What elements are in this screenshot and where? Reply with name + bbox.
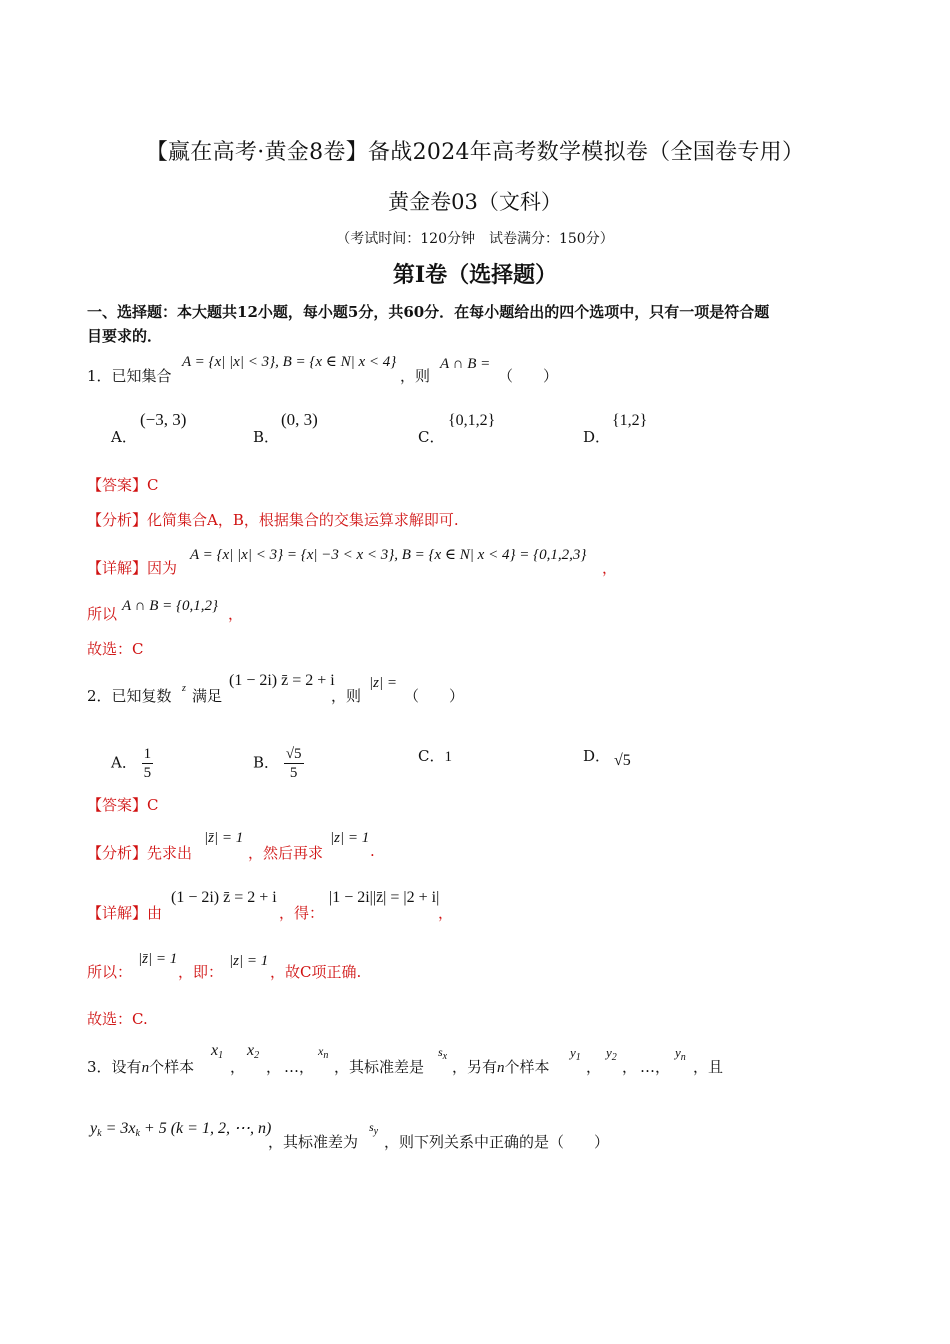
answer-label: 【答案】 [87, 796, 148, 814]
option-label: B． [253, 753, 280, 772]
stem-text: 个样本 [504, 1058, 550, 1076]
q3-dots1: …， [284, 1058, 315, 1076]
option-label: C． [418, 747, 445, 765]
analysis-label: 【分析】 [87, 511, 148, 529]
question-3-line1 [87, 1056, 194, 1077]
q2-option-c [418, 745, 452, 766]
subscript: k [135, 1128, 140, 1139]
q2-analysis-expr1: |z̄| = 1 [204, 830, 244, 846]
q3-xn [318, 1044, 328, 1061]
q3-yn [675, 1045, 686, 1063]
q3-comma2: ， [266, 1058, 282, 1076]
option-label: D． [583, 747, 611, 765]
q2-so-expr1: |z̄| = 1 [138, 951, 178, 967]
q2-answer [87, 794, 159, 815]
section-instruction-line1: 一、选择题：本大题共12小题，每小题5分，共60分．在每小题给出的四个选项中，只有一项是符合题 [87, 303, 770, 321]
exam-info: （考试时间：120分钟 试卷满分：150分） [336, 231, 614, 247]
q3-dots2: …， [640, 1058, 671, 1076]
var: x [211, 1042, 219, 1059]
q2-analysis-expr2: |z| = 1 [330, 830, 370, 846]
q2-so: 所以： [87, 963, 133, 981]
subscript: n [323, 1050, 329, 1061]
q2-choose: 故选：C. [87, 1010, 148, 1028]
subscript: 1 [575, 1052, 581, 1063]
subscript: k [97, 1128, 102, 1139]
q2-option-b [253, 745, 304, 782]
q1-option-d-value: {1,2} [612, 412, 648, 429]
q2-detail-expr1: (1 − 2i) z̄ = 2 + i [171, 889, 277, 906]
q1-option-b-value: (0, 3) [281, 410, 318, 429]
subscript: y [373, 1126, 379, 1137]
q2-detail-expr2: |1 − 2i||z̄| = |2 + i| [329, 889, 440, 906]
q2-analysis-end: . [370, 842, 375, 860]
q1-detail-label [87, 557, 177, 578]
q2-option-d-value: √5 [614, 752, 631, 769]
expr: = 3x [101, 1120, 136, 1137]
q1-set-expression: A = {x| |x| < 3}, B = {x ∈ N| x < 4} [182, 354, 397, 370]
q3-t8: ，则下列关系中正确的是（ ） [384, 1133, 610, 1151]
q3-sy [369, 1120, 378, 1137]
q2-detail-mid: ，得： [279, 904, 325, 922]
q1-target-expression: A ∩ B = [440, 356, 491, 372]
stem-text: 个样本 [149, 1058, 195, 1076]
q2-stem-mid1: 满足 [192, 687, 223, 705]
q3-y1 [570, 1045, 581, 1063]
q1-option-a [111, 426, 137, 447]
q3-t3: ，其标准差是 [334, 1058, 425, 1076]
detail-label: 【详解】 [87, 904, 148, 922]
answer-label: 【答案】 [87, 476, 148, 494]
option-label: A． [111, 753, 137, 772]
subscript: 2 [254, 1050, 260, 1061]
subscript: 1 [218, 1050, 224, 1061]
analysis-label: 【分析】 [87, 844, 148, 862]
question-number: 1． [87, 367, 112, 385]
q2-so-expr2: |z| = 1 [229, 953, 269, 969]
analysis-text: 先求出 [147, 844, 193, 862]
q2-paren: （ ） [404, 687, 465, 705]
var: x [247, 1042, 255, 1059]
q2-z-symbol: z [182, 683, 186, 694]
q2-detail [87, 902, 162, 923]
var: y [570, 1045, 576, 1060]
q1-so: 所以 [87, 605, 118, 623]
section-instruction-line2: 目要求的． [87, 327, 163, 345]
q1-detail-end: ， [602, 559, 618, 577]
fraction [284, 745, 304, 782]
detail-text: 由 [147, 904, 163, 922]
q1-option-b [253, 426, 279, 447]
q1-so-expression: A ∩ B = {0,1,2} [122, 598, 219, 614]
q1-option-d [583, 426, 610, 447]
var: y [606, 1045, 612, 1060]
paper-title: 【赢在高考·黄金8卷】备战2024年高考数学模拟卷（全国卷专用） [145, 140, 805, 165]
q1-option-c [418, 426, 444, 447]
detail-label: 【详解】 [87, 559, 148, 577]
part-title: 第I卷（选择题） [392, 262, 558, 288]
q1-detail-expression: A = {x| |x| < 3} = {x| −3 < x < 3}, B = {x ∈ N| x < 4} = {0,1,2,3} [190, 547, 587, 563]
variable-n: n [497, 1060, 505, 1076]
variable-n: n [141, 1060, 150, 1076]
q1-option-a-value: (−3, 3) [140, 410, 187, 429]
subscript: 2 [611, 1052, 617, 1063]
fraction [142, 745, 154, 782]
q2-so-end: ，故C项正确. [270, 963, 362, 981]
option-label: D． [583, 428, 611, 446]
answer-value: C [147, 476, 159, 494]
q2-analysis-mid: ，然后再求 [248, 844, 324, 862]
numerator: 1 [143, 746, 152, 762]
stem-text: 已知集合 [111, 367, 172, 385]
q3-comma4: ， [622, 1058, 638, 1076]
analysis-text: 化简集合A，B，根据集合的交集运算求解即可. [147, 511, 459, 529]
q2-option-d [583, 745, 610, 766]
q2-option-a [111, 745, 153, 782]
q3-x2 [247, 1042, 259, 1061]
denominator: 5 [143, 765, 152, 781]
stem-text: 设有 [111, 1058, 142, 1076]
q3-sx [438, 1045, 447, 1062]
numerator: √5 [285, 746, 302, 762]
q1-answer-paren: （ ） [498, 367, 559, 385]
q3-relation [90, 1118, 271, 1139]
question-1-stem [87, 365, 172, 386]
subscript: x [442, 1051, 448, 1062]
q1-analysis [87, 509, 459, 530]
var: s [438, 1045, 443, 1059]
option-label: C． [418, 428, 445, 446]
option-label: A． [111, 428, 137, 446]
q3-t4 [452, 1056, 550, 1077]
var: s [369, 1120, 374, 1134]
q3-t7: ，其标准差为 [268, 1133, 359, 1151]
q2-detail-end: ， [438, 904, 454, 922]
q1-so-end: ， [228, 605, 244, 623]
paper-subtitle: 黄金卷03（文科） [388, 190, 562, 214]
q3-y2 [606, 1045, 617, 1063]
question-2-stem [87, 685, 172, 706]
q2-condition: (1 − 2i) z̄ = 2 + i [229, 672, 335, 689]
option-value: 1 [444, 749, 452, 765]
stem-text: 已知复数 [111, 687, 172, 705]
q1-answer [87, 474, 159, 495]
question-number: 3． [87, 1058, 112, 1076]
denominator: 5 [289, 765, 298, 781]
q2-analysis [87, 842, 192, 863]
stem-text: ，另有 [452, 1058, 498, 1076]
q2-stem-mid2: ，则 [331, 687, 362, 705]
q1-option-c-value: {0,1,2} [448, 412, 496, 429]
answer-value: C [147, 796, 159, 814]
detail-text: 因为 [147, 559, 178, 577]
q2-target: |z| = [369, 675, 397, 691]
option-label: B． [253, 428, 280, 446]
q1-stem-mid: ，则 [400, 367, 431, 385]
q2-so-mid: ，即： [178, 963, 224, 981]
q3-x1 [211, 1042, 223, 1061]
var: x [318, 1044, 324, 1058]
expr: + 5 (k = 1, 2, ⋯, n) [139, 1120, 272, 1137]
var: y [675, 1045, 681, 1060]
subscript: n [680, 1052, 686, 1063]
var: y [90, 1120, 98, 1137]
q3-t6: ，且 [693, 1058, 724, 1076]
q3-comma3: ， [586, 1058, 602, 1076]
q1-choose: 故选：C [87, 640, 144, 658]
question-number: 2． [87, 687, 112, 705]
q3-comma1: ， [230, 1058, 246, 1076]
